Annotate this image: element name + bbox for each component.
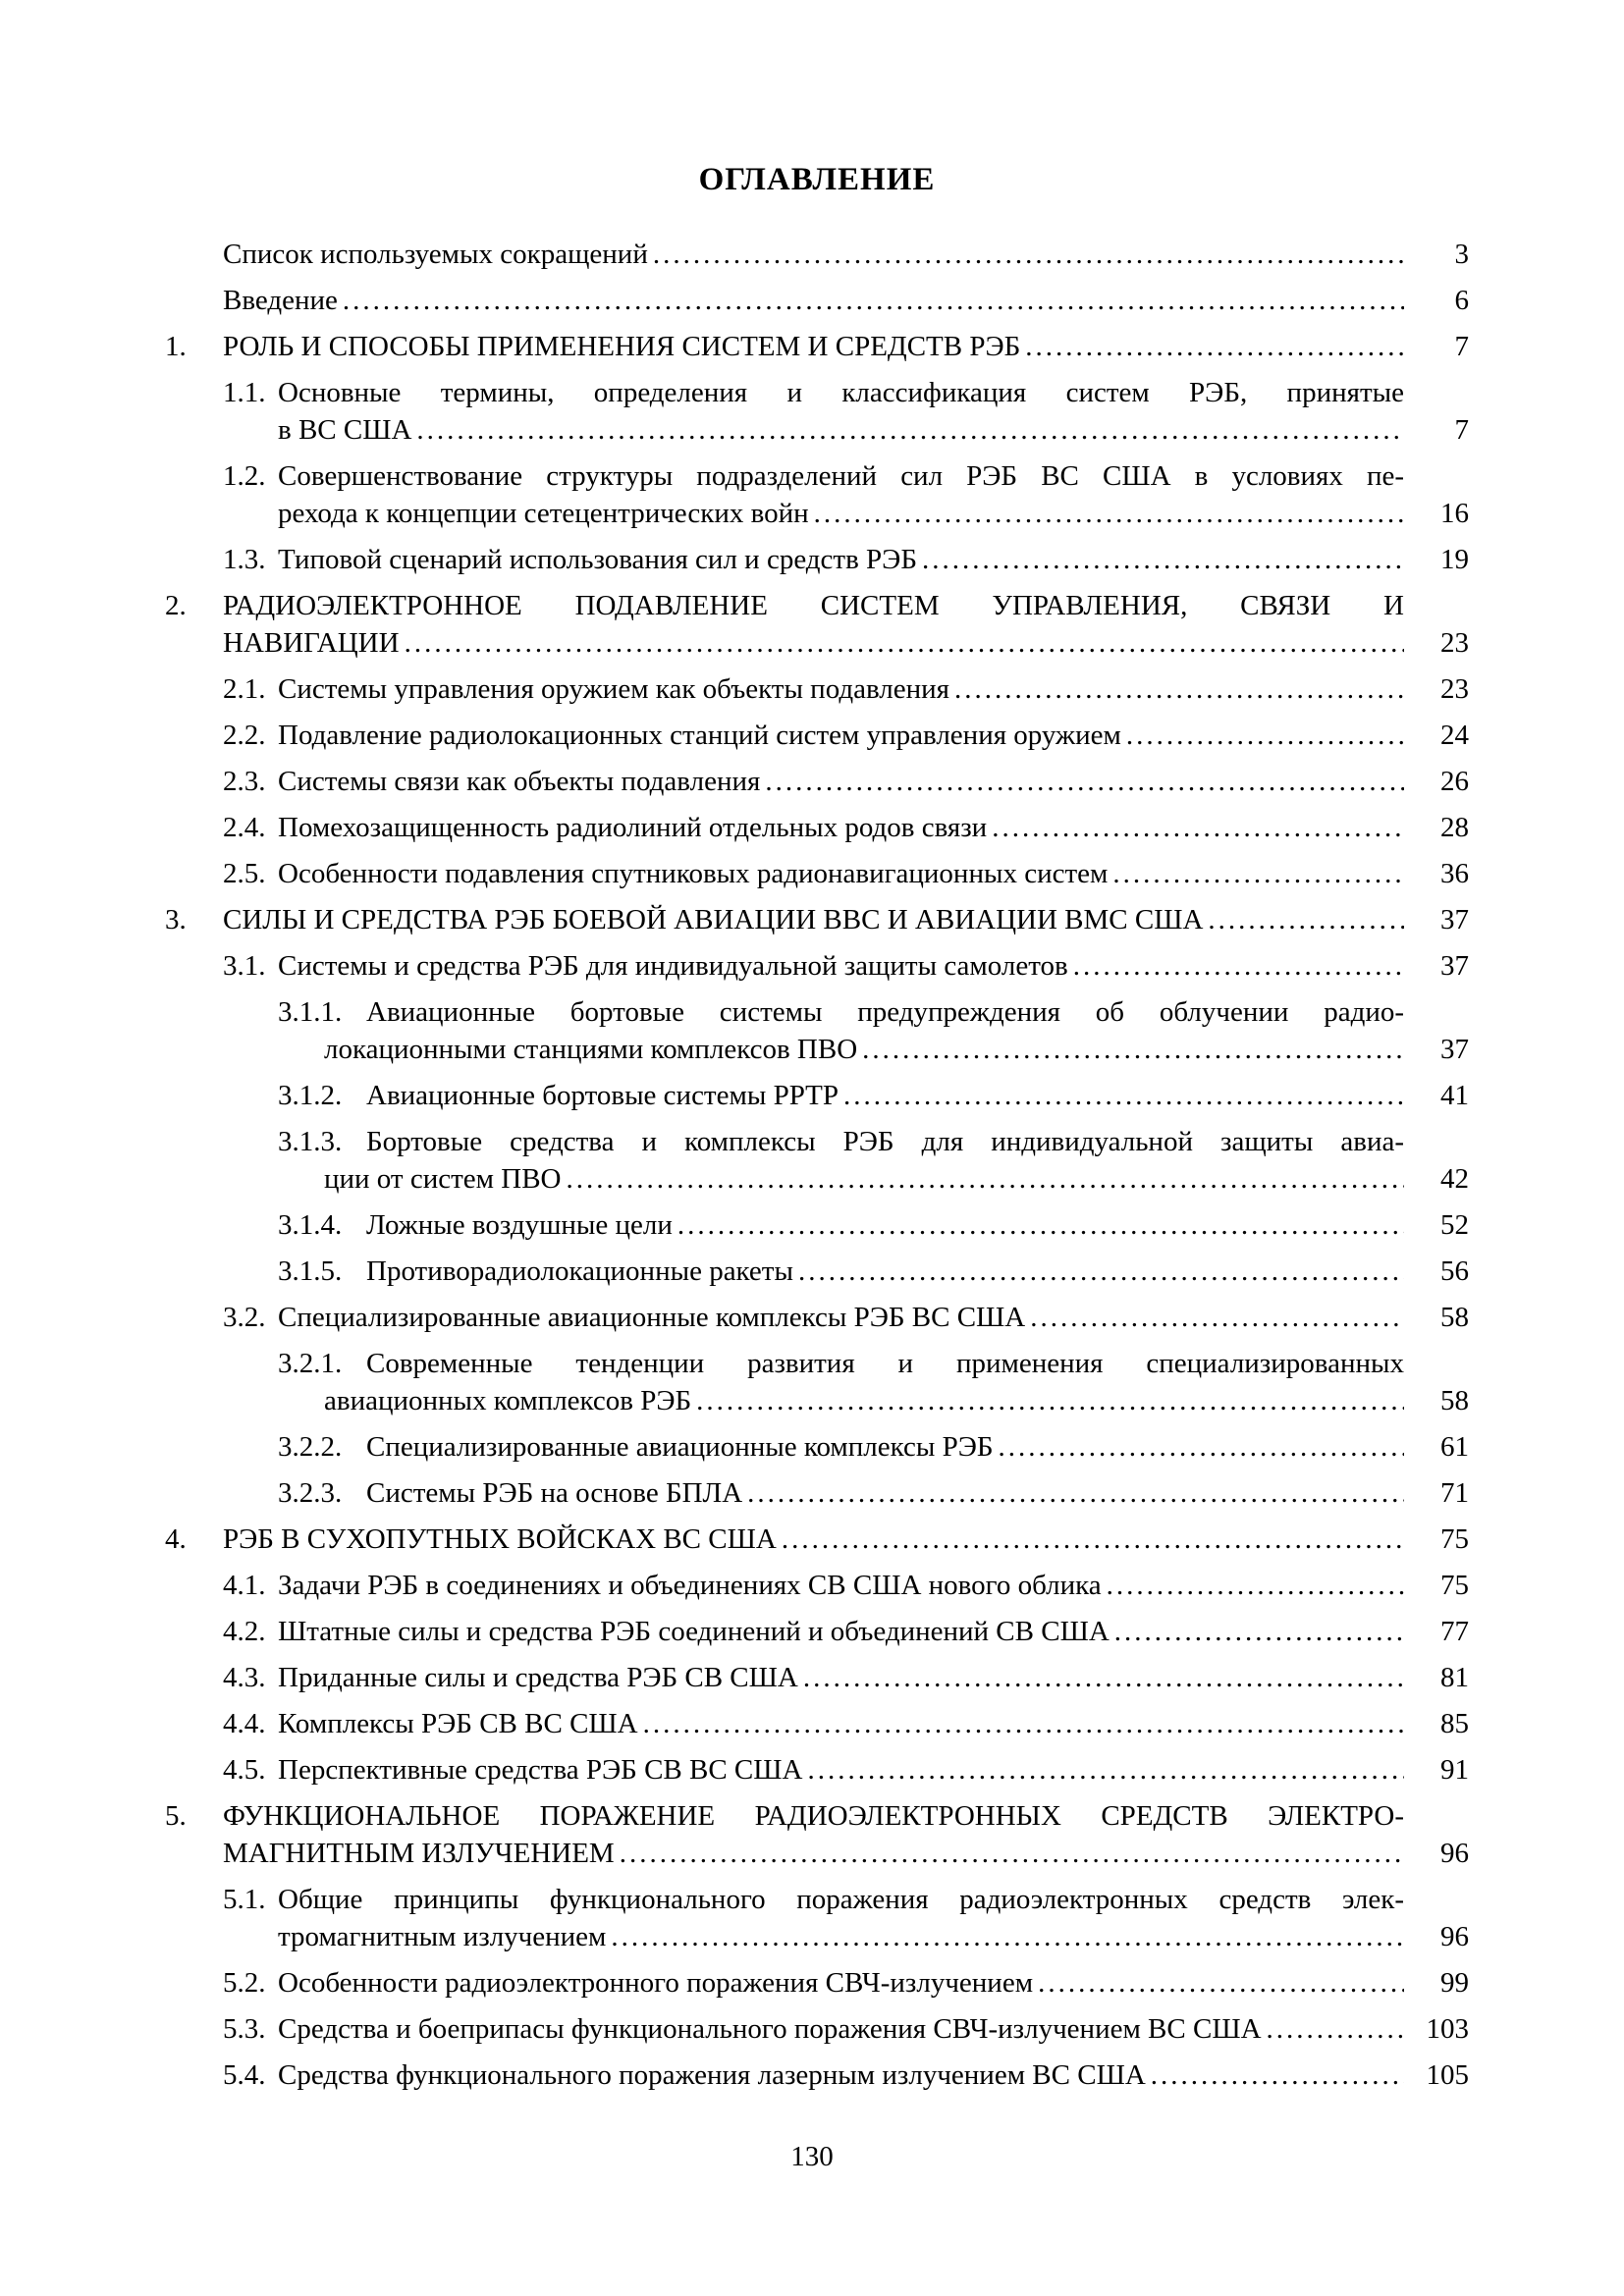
dot-leader [803, 1659, 1404, 1696]
toc-entry [165, 1077, 1469, 1114]
toc-line [223, 624, 1469, 662]
entry-number: 5. [165, 1800, 187, 1832]
entry-title: Основные термины, определения и классификация систем РЭБ, принятые [278, 377, 1404, 408]
entry-title: рехода к концепции сетецентрических войн [278, 498, 809, 529]
page-ref: 56 [1440, 1255, 1469, 1287]
page-ref: 99 [1440, 1967, 1469, 1999]
dot-leader [862, 1031, 1404, 1068]
dot-leader [611, 1918, 1404, 1955]
entry-title: Штатные силы и средства РЭБ соединений и объединений СВ США [278, 1616, 1110, 1647]
entry-number: 2.2. [223, 720, 266, 751]
entry-number: 2.5. [223, 858, 266, 889]
page-ref: 58 [1440, 1385, 1469, 1416]
entry-title: Общие принципы функционального поражения радиоэлектронных средств элек- [278, 1884, 1404, 1915]
entry-title: Типовой сценарий использования сил и средств РЭБ [278, 544, 917, 575]
entry-number: 3.1.1. [278, 996, 343, 1028]
entry-title: Системы управления оружием как объекты подавления [278, 673, 950, 705]
entry-number: 4. [165, 1523, 187, 1555]
page-ref: 85 [1440, 1708, 1469, 1739]
entry-number: 4.2. [223, 1616, 266, 1647]
page-ref: 103 [1426, 2013, 1469, 2045]
page-ref: 75 [1440, 1570, 1469, 1601]
page-ref: 37 [1440, 950, 1469, 982]
page-ref: 61 [1440, 1431, 1469, 1463]
entry-title: Авиационные бортовые системы предупреждения об облучении радио- [366, 996, 1404, 1028]
dot-leader [992, 809, 1404, 846]
page-ref: 96 [1440, 1838, 1469, 1869]
dot-leader [1267, 2010, 1404, 2048]
toc-entry [165, 763, 1469, 800]
toc-entry [165, 1474, 1469, 1512]
dot-leader [1107, 1567, 1404, 1604]
entry-title: Специализированные авиационные комплексы РЭБ [366, 1431, 994, 1463]
dot-leader [954, 670, 1404, 708]
page-ref: 24 [1440, 720, 1469, 751]
entry-title: Современные тенденции развития и применения специализированных [366, 1348, 1404, 1379]
toc-line [223, 2010, 1469, 2048]
toc-line [165, 1521, 1469, 1558]
entry-title: Ложные воздушные цели [366, 1209, 673, 1241]
entry-number: 3.2.1. [278, 1348, 343, 1379]
toc-line [165, 1797, 1469, 1835]
entry-title: Задачи РЭБ в соединениях и объединениях СВ США нового облика [278, 1570, 1102, 1601]
toc-line [223, 1613, 1469, 1650]
toc-entry [165, 328, 1469, 365]
entry-title: Особенности подавления спутниковых радионавигационных систем [278, 858, 1109, 889]
entry-number: 3.2.2. [278, 1431, 343, 1463]
entry-number: 3.1. [223, 950, 266, 982]
toc-entry [165, 1881, 1469, 1955]
toc-line [223, 236, 1469, 273]
toc-entry [165, 2010, 1469, 2048]
toc-line [165, 587, 1469, 624]
toc-line [278, 1345, 1469, 1382]
entry-title: Введение [223, 285, 338, 316]
dot-leader [999, 1428, 1404, 1466]
toc-entry [165, 236, 1469, 273]
dot-leader [405, 624, 1404, 662]
page-ref: 7 [1454, 414, 1469, 446]
dot-leader [620, 1835, 1404, 1872]
toc-line [324, 1382, 1469, 1419]
dot-leader [343, 282, 1404, 319]
toc-line [278, 993, 1469, 1031]
toc-line [278, 495, 1469, 532]
entry-number: 4.3. [223, 1662, 266, 1693]
toc-line [278, 1253, 1469, 1290]
dot-leader [798, 1253, 1404, 1290]
dot-leader [1038, 1964, 1404, 2002]
toc-entry [165, 1613, 1469, 1650]
toc-entry [165, 1567, 1469, 1604]
toc-entry [165, 1964, 1469, 2002]
toc-line [223, 1705, 1469, 1742]
entry-title: НАВИГАЦИИ [223, 627, 400, 659]
toc-line [223, 541, 1469, 578]
toc-line [278, 1123, 1469, 1160]
entry-title: Специализированные авиационные комплексы РЭБ ВС США [278, 1302, 1026, 1333]
entry-title: ции от систем ПВО [324, 1163, 562, 1195]
entry-number: 4.1. [223, 1570, 266, 1601]
page-ref: 36 [1440, 858, 1469, 889]
toc-entry [165, 670, 1469, 708]
entry-number: 5.2. [223, 1967, 266, 1999]
page-ref: 23 [1440, 627, 1469, 659]
dot-leader [1030, 1299, 1404, 1336]
page-ref: 81 [1440, 1662, 1469, 1693]
entry-title: Авиационные бортовые системы РРТР [366, 1080, 839, 1111]
entry-number: 3.2. [223, 1302, 266, 1333]
toc-entry [165, 541, 1469, 578]
toc-line [165, 328, 1469, 365]
dot-leader [677, 1206, 1404, 1244]
toc-line [324, 1031, 1469, 1068]
toc-line [223, 457, 1469, 495]
entry-title: РАДИОЭЛЕКТРОННОЕ ПОДАВЛЕНИЕ СИСТЕМ УПРАВЛЕНИЯ, СВЯЗИ И [223, 590, 1404, 621]
entry-number: 1.1. [223, 377, 266, 408]
toc-entry [165, 1345, 1469, 1419]
entry-number: 3. [165, 904, 187, 935]
toc-line [223, 670, 1469, 708]
entry-number: 2.4. [223, 812, 266, 843]
entry-number: 5.4. [223, 2059, 266, 2091]
toc-entry [165, 947, 1469, 985]
toc-entry [165, 1797, 1469, 1872]
entry-number: 4.4. [223, 1708, 266, 1739]
dot-leader [1208, 901, 1404, 938]
page-ref: 41 [1440, 1080, 1469, 1111]
entry-title: авиационных комплексов РЭБ [324, 1385, 692, 1416]
toc-line [278, 411, 1469, 449]
page-ref: 37 [1440, 1034, 1469, 1065]
toc-entry [165, 809, 1469, 846]
dot-leader [765, 763, 1404, 800]
toc-entry [165, 2056, 1469, 2094]
toc-entry [165, 1751, 1469, 1789]
dot-leader [922, 541, 1404, 578]
page-ref: 6 [1454, 285, 1469, 316]
toc-entry [165, 855, 1469, 892]
toc-line [324, 1160, 1469, 1198]
entry-title: Средства и боеприпасы функционального поражения СВЧ-излучением ВС США [278, 2013, 1262, 2045]
entry-number: 3.1.2. [278, 1080, 343, 1111]
toc-line [223, 1964, 1469, 2002]
toc-entry [165, 1206, 1469, 1244]
page-ref: 58 [1440, 1302, 1469, 1333]
page-ref: 42 [1440, 1163, 1469, 1195]
page-ref: 77 [1440, 1616, 1469, 1647]
entry-number: 1.2. [223, 460, 266, 492]
page-ref: 28 [1440, 812, 1469, 843]
entry-number: 3.1.4. [278, 1209, 343, 1241]
dot-leader [747, 1474, 1404, 1512]
toc-entry [165, 1705, 1469, 1742]
dot-leader [1151, 2056, 1404, 2094]
entry-title: в ВС США [278, 414, 412, 446]
entry-title: Системы и средства РЭБ для индивидуальной защиты самолетов [278, 950, 1068, 982]
entry-title: Противорадиолокационные ракеты [366, 1255, 793, 1287]
page-ref: 19 [1440, 544, 1469, 575]
entry-title: ФУНКЦИОНАЛЬНОЕ ПОРАЖЕНИЕ РАДИОЭЛЕКТРОННЫХ СРЕДСТВ ЭЛЕКТРО- [223, 1800, 1404, 1832]
dot-leader [1025, 328, 1404, 365]
toc-entry [165, 374, 1469, 449]
entry-title: РОЛЬ И СПОСОБЫ ПРИМЕНЕНИЯ СИСТЕМ И СРЕДСТВ РЭБ [223, 331, 1021, 362]
toc-line [223, 809, 1469, 846]
toc-entry [165, 993, 1469, 1068]
toc-entry [165, 1659, 1469, 1696]
dot-leader [843, 1077, 1404, 1114]
toc-entry [165, 1253, 1469, 1290]
toc-entry [165, 901, 1469, 938]
toc-entry [165, 1521, 1469, 1558]
entry-number: 5.3. [223, 2013, 266, 2045]
toc-list [165, 236, 1469, 2103]
entry-title: Список используемых сокращений [223, 239, 648, 270]
dot-leader [1112, 855, 1404, 892]
dot-leader [653, 236, 1404, 273]
entry-title: Подавление радиолокационных станций систем управления оружием [278, 720, 1121, 751]
toc-line [223, 947, 1469, 985]
page-ref: 75 [1440, 1523, 1469, 1555]
entry-title: Системы РЭБ на основе БПЛА [366, 1477, 743, 1509]
page-ref: 37 [1440, 904, 1469, 935]
toc-line [223, 1835, 1469, 1872]
entry-title: СИЛЫ И СРЕДСТВА РЭБ БОЕВОЙ АВИАЦИИ ВВС И АВИАЦИИ ВМС США [223, 904, 1204, 935]
entry-number: 3.2.3. [278, 1477, 343, 1509]
entry-number: 1. [165, 331, 187, 362]
entry-title: Средства функционального поражения лазерным излучением ВС США [278, 2059, 1146, 2091]
toc-line [223, 374, 1469, 411]
entry-title: РЭБ В СУХОПУТНЫХ ВОЙСКАХ ВС США [223, 1523, 777, 1555]
toc-entry [165, 1299, 1469, 1336]
dot-leader [696, 1382, 1404, 1419]
toc-line [223, 282, 1469, 319]
entry-number: 2. [165, 590, 187, 621]
page-ref: 16 [1440, 498, 1469, 529]
toc-line [223, 763, 1469, 800]
toc-line [223, 717, 1469, 754]
toc-entry [165, 1123, 1469, 1198]
entry-number: 2.3. [223, 766, 266, 797]
dot-leader [807, 1751, 1404, 1789]
entry-number: 3.1.3. [278, 1126, 343, 1157]
entry-title: Приданные силы и средства РЭБ СВ США [278, 1662, 798, 1693]
dot-leader [782, 1521, 1404, 1558]
entry-number: 3.1.5. [278, 1255, 343, 1287]
page-ref: 52 [1440, 1209, 1469, 1241]
dot-leader [416, 411, 1404, 449]
toc-line [278, 1077, 1469, 1114]
toc-line [278, 1428, 1469, 1466]
dot-leader [1073, 947, 1404, 985]
toc-entry [165, 587, 1469, 662]
entry-number: 2.1. [223, 673, 266, 705]
toc-line [165, 901, 1469, 938]
toc-entry [165, 1428, 1469, 1466]
entry-title: Бортовые средства и комплексы РЭБ для индивидуальной защиты авиа- [366, 1126, 1404, 1157]
toc-line [223, 1567, 1469, 1604]
toc-entry [165, 717, 1469, 754]
entry-number: 5.1. [223, 1884, 266, 1915]
dot-leader [814, 495, 1404, 532]
entry-title: Особенности радиоэлектронного поражения СВЧ-излучением [278, 1967, 1034, 1999]
page-ref: 3 [1454, 239, 1469, 270]
entry-number: 1.3. [223, 544, 266, 575]
page-ref: 96 [1440, 1921, 1469, 1952]
page-ref: 105 [1426, 2059, 1469, 2091]
toc-line [223, 1751, 1469, 1789]
entry-title: Перспективные средства РЭБ СВ ВС США [278, 1754, 803, 1786]
dot-leader [567, 1160, 1405, 1198]
entry-title: Помехозащищенность радиолиний отдельных родов связи [278, 812, 988, 843]
toc-line [223, 2056, 1469, 2094]
page-number: 130 [790, 2141, 834, 2172]
toc-line [278, 1474, 1469, 1512]
entry-title: локационными станциями комплексов ПВО [324, 1034, 858, 1065]
entry-title: МАГНИТНЫМ ИЗЛУЧЕНИЕМ [223, 1838, 615, 1869]
page-ref: 7 [1454, 331, 1469, 362]
page-ref: 91 [1440, 1754, 1469, 1786]
dot-leader [643, 1705, 1404, 1742]
toc-line [223, 855, 1469, 892]
dot-leader [1126, 717, 1404, 754]
toc-line [223, 1299, 1469, 1336]
toc-entry [165, 457, 1469, 532]
page-ref: 26 [1440, 766, 1469, 797]
entry-title: Комплексы РЭБ СВ ВС США [278, 1708, 638, 1739]
dot-leader [1114, 1613, 1404, 1650]
page-ref: 71 [1440, 1477, 1469, 1509]
entry-title: Системы связи как объекты подавления [278, 766, 761, 797]
toc-line [223, 1881, 1469, 1918]
toc-line [223, 1659, 1469, 1696]
toc-entry [165, 282, 1469, 319]
toc-line [278, 1918, 1469, 1955]
page-title: ОГЛАВЛЕНИЕ [698, 162, 936, 197]
entry-title: Совершенствование структуры подразделений сил РЭБ ВС США в условиях пе- [278, 460, 1404, 492]
entry-number: 4.5. [223, 1754, 266, 1786]
page-ref: 23 [1440, 673, 1469, 705]
entry-title: тромагнитным излучением [278, 1921, 607, 1952]
toc-line [278, 1206, 1469, 1244]
